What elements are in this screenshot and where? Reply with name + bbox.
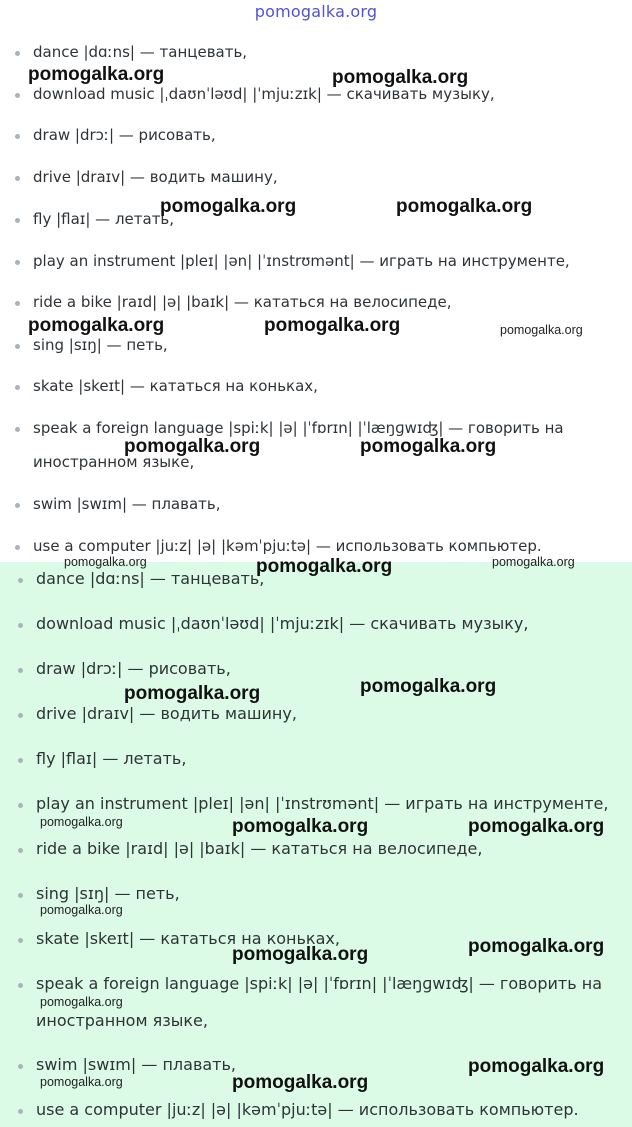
vocab-text: draw |drɔː| — рисовать, <box>33 126 216 144</box>
watermark: pomogalka.org <box>40 1075 123 1089</box>
bullet-icon <box>18 938 23 943</box>
watermark: pomogalka.org <box>64 555 147 569</box>
bullet-icon <box>18 848 23 853</box>
vocab-text: swim |swɪm| — плавать, <box>33 495 221 513</box>
vocab-text: skate |skeɪt| — кататься на коньках, <box>33 377 318 395</box>
vocab-text: иностранном языке, <box>36 1011 208 1030</box>
watermark: pomogalka.org <box>468 936 605 957</box>
vocab-text: skate |skeɪt| — кататься на коньках, <box>36 929 340 948</box>
vocab-text: play an instrument |pleɪ| |ən| |ˈɪnstrʊmənt| — играть на инструменте, <box>33 252 570 270</box>
vocab-text: use a computer |juːz| |ə| |kəmˈpjuːtə| — использовать компьютер. <box>33 537 542 555</box>
vocab-text: swim |swɪm| — плавать, <box>36 1055 237 1074</box>
watermark: pomogalka.org <box>232 1072 369 1093</box>
vocab-text: speak a foreign language |spiːk| |ə| |ˈfɒrɪn| |ˈlæŋɡwɪʤ| — говорить на <box>36 974 602 993</box>
vocab-text: ride a bike |raɪd| |ə| |baɪk| — кататься на велосипеде, <box>33 293 452 311</box>
bullet-icon <box>15 545 20 550</box>
vocab-text: ride a bike |raɪd| |ə| |baɪk| — кататься на велосипеде, <box>36 839 483 858</box>
bullet-icon <box>15 176 20 181</box>
vocab-text: иностранном языке, <box>33 453 195 471</box>
vocab-text: fly |flaɪ| — летать, <box>36 749 187 768</box>
bullet-icon <box>18 1109 23 1114</box>
watermark: pomogalka.org <box>264 315 401 336</box>
vocab-text: download music |ˌdaʊnˈləʊd| |ˈmjuːzɪk| — скачивать музыку, <box>33 85 495 103</box>
watermark: pomogalka.org <box>40 903 123 917</box>
vocab-text: speak a foreign language |spiːk| |ə| |ˈfɒrɪn| |ˈlæŋɡwɪʤ| — говорить на <box>33 419 564 437</box>
vocab-text: dance |dɑːns| — танцевать, <box>33 43 248 61</box>
watermark: pomogalka.org <box>40 815 123 829</box>
watermark: pomogalka.org <box>492 555 575 569</box>
watermark: pomogalka.org <box>232 944 369 965</box>
watermark: pomogalka.org <box>40 995 123 1009</box>
watermark: pomogalka.org <box>500 323 583 337</box>
vocab-text: sing |sɪŋ| — петь, <box>36 884 180 903</box>
watermark: pomogalka.org <box>332 67 469 88</box>
vocab-text: fly |flaɪ| — летать, <box>33 210 175 228</box>
vocab-text: drive |draɪv| — водить машину, <box>36 704 297 723</box>
watermark: pomogalka.org <box>124 436 261 457</box>
vocab-text: sing |sɪŋ| — петь, <box>33 336 168 354</box>
bullet-icon <box>15 503 20 508</box>
watermark: pomogalka.org <box>160 196 297 217</box>
bullet-icon <box>18 623 23 628</box>
site-header-watermark: pomogalka.org <box>254 2 378 21</box>
bullet-icon <box>15 93 20 98</box>
bullet-icon <box>15 51 20 56</box>
watermark: pomogalka.org <box>468 816 605 837</box>
vocab-text: download music |ˌdaʊnˈləʊd| |ˈmjuːzɪk| — скачивать музыку, <box>36 614 529 633</box>
bullet-icon <box>15 218 20 223</box>
green-answer-panel <box>0 562 632 1127</box>
bullet-icon <box>18 668 23 673</box>
bullet-icon <box>15 260 20 265</box>
watermark: pomogalka.org <box>124 683 261 704</box>
bullet-icon <box>18 578 23 583</box>
watermark: pomogalka.org <box>396 196 533 217</box>
bullet-icon <box>18 1064 23 1069</box>
bullet-icon <box>18 803 23 808</box>
vocab-text: use a computer |juːz| |ə| |kəmˈpjuːtə| — использовать компьютер. <box>36 1100 579 1119</box>
bullet-icon <box>15 427 20 432</box>
bullet-icon <box>18 713 23 718</box>
watermark: pomogalka.org <box>232 816 369 837</box>
bullet-icon <box>15 301 20 306</box>
vocab-text: dance |dɑːns| — танцевать, <box>36 569 265 588</box>
watermark: pomogalka.org <box>360 436 497 457</box>
vocab-text: play an instrument |pleɪ| |ən| |ˈɪnstrʊmənt| — играть на инструменте, <box>36 794 609 813</box>
vocab-text: draw |drɔː| — рисовать, <box>36 659 231 678</box>
watermark: pomogalka.org <box>360 676 497 697</box>
bullet-icon <box>15 134 20 139</box>
bullet-icon <box>18 893 23 898</box>
watermark: pomogalka.org <box>28 315 165 336</box>
bullet-icon <box>15 344 20 349</box>
bullet-icon <box>15 385 20 390</box>
bullet-icon <box>18 983 23 988</box>
watermark: pomogalka.org <box>256 556 393 577</box>
watermark: pomogalka.org <box>468 1056 605 1077</box>
bullet-icon <box>18 758 23 763</box>
vocab-text: drive |draɪv| — водить машину, <box>33 168 278 186</box>
watermark: pomogalka.org <box>28 64 165 85</box>
